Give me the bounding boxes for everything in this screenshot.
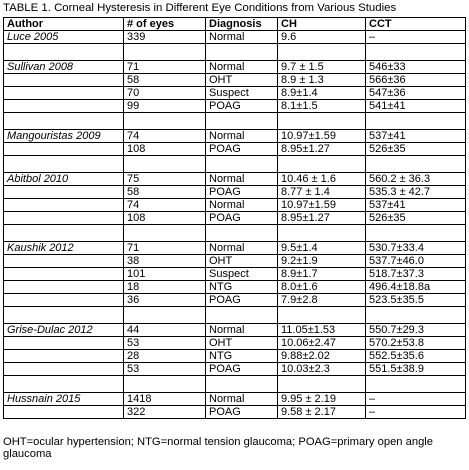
header-cct: CCT [366,18,466,31]
diagnosis-cell: POAG [206,363,278,376]
ch-cell: 9.7 ± 1.5 [278,61,366,74]
eyes-cell: 71 [124,61,206,74]
table-row [4,363,466,376]
eyes-cell: 1418 [124,393,206,406]
author-cell [4,337,124,350]
cct-cell: – [366,393,466,406]
ch-cell: 9.88±2.02 [278,350,366,363]
group-spacer-row [4,307,466,324]
diagnosis-cell: POAG [206,406,278,419]
empty-cell [206,44,278,61]
author-cell: Hussnain 2015 [4,393,124,406]
ch-cell: 8.77 ± 1.4 [278,186,366,199]
table-row [4,87,466,100]
diagnosis-cell: POAG [206,294,278,307]
group-spacer-row [4,113,466,130]
author-cell: Mangouristas 2009 [4,130,124,143]
author-cell [4,87,124,100]
empty-cell [366,113,466,130]
ch-cell: 10.06±2.47 [278,337,366,350]
author-cell [4,143,124,156]
diagnosis-cell: Suspect [206,87,278,100]
empty-cell [278,156,366,173]
diagnosis-cell: Normal [206,130,278,143]
cct-cell: – [366,406,466,419]
ch-cell: 8.9 ± 1.3 [278,74,366,87]
empty-cell [4,156,124,173]
diagnosis-cell: POAG [206,100,278,113]
header-ch: CH [278,18,366,31]
diagnosis-cell: Normal [206,61,278,74]
ch-cell: 9.95 ± 2.19 [278,393,366,406]
table-row [4,100,466,113]
ch-cell: 7.9±2.8 [278,294,366,307]
diagnosis-cell: Normal [206,242,278,255]
cct-cell: 560.2 ± 36.3 [366,173,466,186]
author-cell [4,74,124,87]
diagnosis-cell: Normal [206,393,278,406]
author-cell [4,406,124,419]
diagnosis-cell: NTG [206,350,278,363]
ch-cell: 10.97±1.59 [278,199,366,212]
cct-cell: 535.3 ± 42.7 [366,186,466,199]
eyes-cell: 108 [124,212,206,225]
author-cell [4,363,124,376]
eyes-cell: 28 [124,350,206,363]
eyes-cell: 71 [124,242,206,255]
table-row [4,268,466,281]
empty-cell [4,376,124,393]
author-cell: Grise-Dulac 2012 [4,324,124,337]
header-author: Author [4,18,124,31]
empty-cell [124,225,206,242]
eyes-cell: 101 [124,268,206,281]
ch-cell: 8.1±1.5 [278,100,366,113]
hysteresis-table [3,17,466,419]
eyes-cell: 38 [124,255,206,268]
table-row [4,337,466,350]
author-cell [4,268,124,281]
cct-cell: 541±41 [366,100,466,113]
ch-cell: 10.03±2.3 [278,363,366,376]
table-caption: TABLE 1. Corneal Hysteresis in Different Eye Conditions from Various Studies [3,2,397,14]
empty-cell [4,44,124,61]
empty-cell [278,225,366,242]
empty-cell [4,307,124,324]
diagnosis-cell: NTG [206,281,278,294]
cct-cell: 552.5±35.6 [366,350,466,363]
table-row [4,74,466,87]
author-cell: Kaushik 2012 [4,242,124,255]
table-header-row [4,18,466,31]
empty-cell [278,307,366,324]
cct-cell: 530.7±33.4 [366,242,466,255]
diagnosis-cell: OHT [206,255,278,268]
cct-cell: 523.5±35.5 [366,294,466,307]
cct-cell: 537±41 [366,199,466,212]
eyes-cell: 339 [124,31,206,44]
cct-cell: 496.4±18.8a [366,281,466,294]
author-cell [4,350,124,363]
cct-cell: 526±35 [366,143,466,156]
eyes-cell: 108 [124,143,206,156]
cct-cell: 526±35 [366,212,466,225]
table-row [4,242,466,255]
table-row [4,143,466,156]
cct-cell: – [366,31,466,44]
empty-cell [4,225,124,242]
table-row [4,294,466,307]
empty-cell [206,113,278,130]
empty-cell [206,307,278,324]
empty-cell [124,113,206,130]
cct-cell: 547±36 [366,87,466,100]
empty-cell [366,44,466,61]
table-row [4,324,466,337]
diagnosis-cell: POAG [206,143,278,156]
table-row [4,406,466,419]
table-row [4,130,466,143]
group-spacer-row [4,156,466,173]
cct-cell: 518.7±37.3 [366,268,466,281]
table-row [4,350,466,363]
empty-cell [206,156,278,173]
empty-cell [124,376,206,393]
empty-cell [366,156,466,173]
eyes-cell: 53 [124,337,206,350]
empty-cell [206,376,278,393]
cct-cell: 546±33 [366,61,466,74]
empty-cell [278,113,366,130]
ch-cell: 8.9±1.4 [278,87,366,100]
table-row [4,186,466,199]
table-row [4,61,466,74]
diagnosis-cell: OHT [206,337,278,350]
eyes-cell: 70 [124,87,206,100]
author-cell: Luce 2005 [4,31,124,44]
group-spacer-row [4,376,466,393]
table-row [4,281,466,294]
diagnosis-cell: Normal [206,31,278,44]
diagnosis-cell: Normal [206,173,278,186]
eyes-cell: 58 [124,186,206,199]
author-cell: Abitbol 2010 [4,173,124,186]
eyes-cell: 53 [124,363,206,376]
table-row [4,212,466,225]
group-spacer-row [4,225,466,242]
empty-cell [124,307,206,324]
eyes-cell: 18 [124,281,206,294]
header-eyes: # of eyes [124,18,206,31]
diagnosis-cell: Normal [206,199,278,212]
ch-cell: 9.5±1.4 [278,242,366,255]
cct-cell: 566±36 [366,74,466,87]
eyes-cell: 44 [124,324,206,337]
table-row [4,199,466,212]
ch-cell: 9.6 [278,31,366,44]
cct-cell: 550.7±29.3 [366,324,466,337]
cct-cell: 570.2±53.8 [366,337,466,350]
diagnosis-cell: POAG [206,212,278,225]
empty-cell [206,225,278,242]
eyes-cell: 75 [124,173,206,186]
author-cell [4,212,124,225]
table-row [4,255,466,268]
author-cell [4,255,124,268]
table-body [4,31,466,419]
author-cell [4,199,124,212]
cct-cell: 551.5±38.9 [366,363,466,376]
author-cell [4,294,124,307]
ch-cell: 8.0±1.6 [278,281,366,294]
table-row [4,173,466,186]
diagnosis-cell: Suspect [206,268,278,281]
cct-cell: 537±41 [366,130,466,143]
cct-cell: 537.7±46.0 [366,255,466,268]
diagnosis-cell: OHT [206,74,278,87]
ch-cell: 9.58 ± 2.17 [278,406,366,419]
author-cell: Sullivan 2008 [4,61,124,74]
table-footnote: OHT=ocular hypertension; NTG=normal tension glaucoma; POAG=primary open angle glaucoma [3,436,433,460]
author-cell [4,281,124,294]
group-spacer-row [4,44,466,61]
eyes-cell: 99 [124,100,206,113]
table-row [4,393,466,406]
empty-cell [124,44,206,61]
empty-cell [124,156,206,173]
eyes-cell: 74 [124,199,206,212]
empty-cell [4,113,124,130]
ch-cell: 8.95±1.27 [278,212,366,225]
eyes-cell: 58 [124,74,206,87]
ch-cell: 9.2±1.9 [278,255,366,268]
header-diagnosis: Diagnosis [206,18,278,31]
empty-cell [278,376,366,393]
diagnosis-cell: Normal [206,324,278,337]
ch-cell: 10.97±1.59 [278,130,366,143]
diagnosis-cell: POAG [206,186,278,199]
eyes-cell: 322 [124,406,206,419]
ch-cell: 8.95±1.27 [278,143,366,156]
ch-cell: 10.46 ± 1.6 [278,173,366,186]
table-row [4,31,466,44]
ch-cell: 11.05±1.53 [278,324,366,337]
eyes-cell: 74 [124,130,206,143]
empty-cell [366,307,466,324]
empty-cell [366,225,466,242]
empty-cell [366,376,466,393]
author-cell [4,186,124,199]
eyes-cell: 36 [124,294,206,307]
ch-cell: 8.9±1.7 [278,268,366,281]
empty-cell [278,44,366,61]
author-cell [4,100,124,113]
